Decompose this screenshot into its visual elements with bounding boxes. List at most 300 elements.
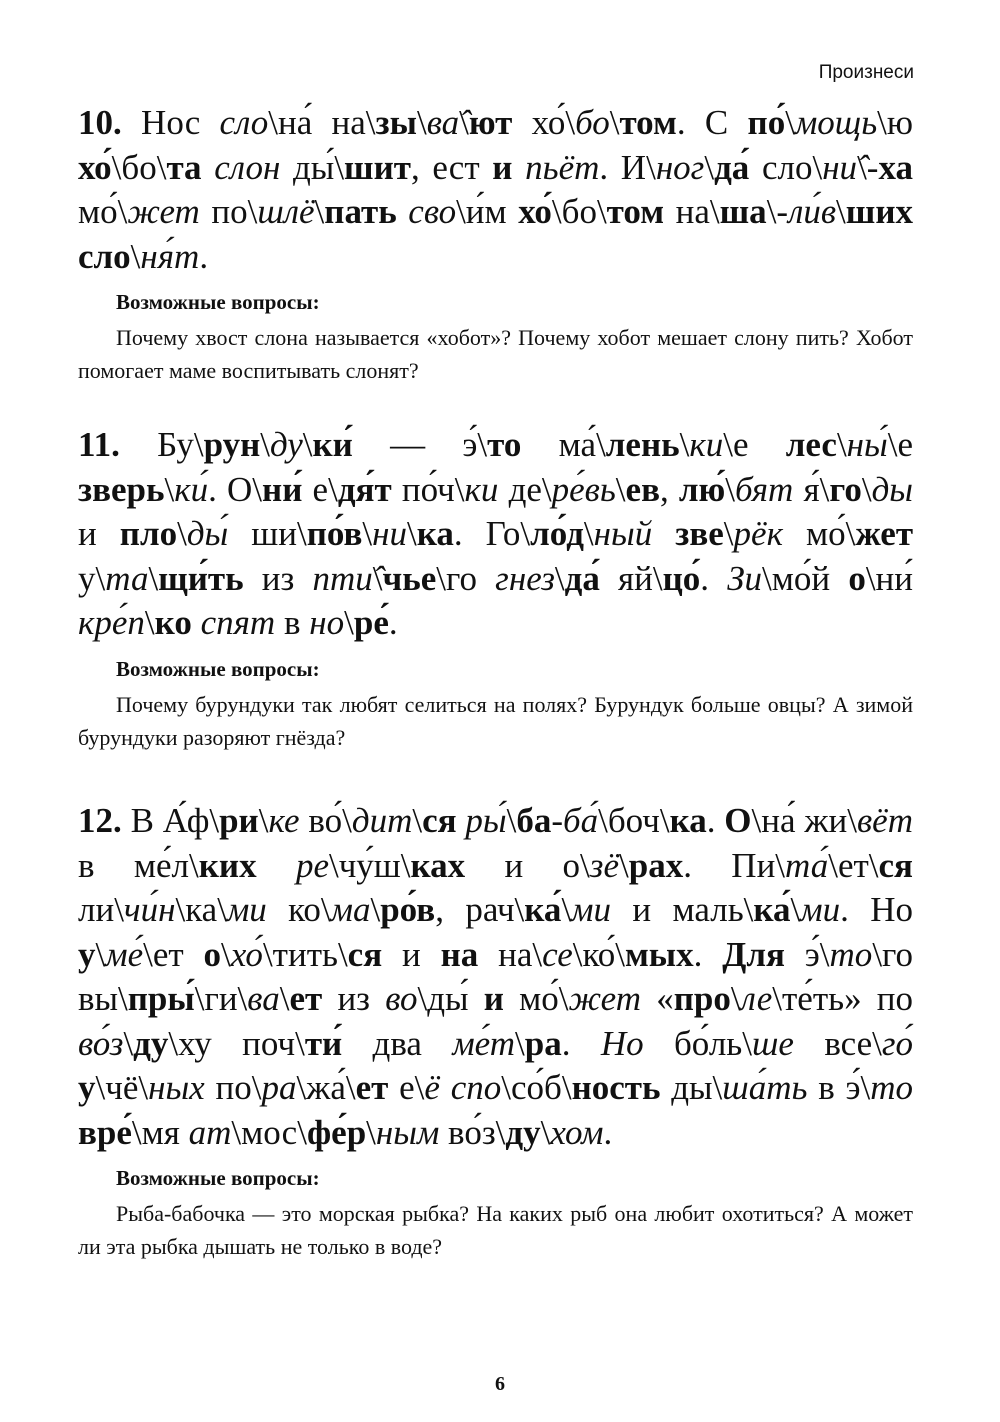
stressed-syllable: та [166, 147, 202, 187]
plain-syllable: бо́ль\ [643, 1023, 752, 1063]
plain-syllable: е\ [302, 469, 338, 509]
plain-syllable: мо́\ [782, 514, 856, 553]
italic-syllable: ды [871, 469, 914, 509]
stressed-syllable: ся [878, 845, 913, 885]
exercise-10 [78, 101, 913, 387]
stressed-syllable: цо́ [662, 558, 701, 598]
stressed-syllable: лю́ [678, 469, 726, 509]
italic-syllable: ни [372, 514, 408, 553]
italic-syllable: се [542, 934, 573, 974]
italic-syllable: ша́ть [722, 1068, 808, 1107]
plain-syllable: \ [506, 801, 517, 840]
italic-syllable: зё [589, 845, 619, 885]
plain-syllable: все\ [793, 1023, 882, 1063]
plain-syllable: , рач\ [435, 890, 525, 929]
stressed-syllable: чье [382, 558, 437, 598]
stressed-syllable: ха [878, 147, 913, 187]
italic-syllable: ки [689, 425, 724, 464]
italic-syllable: во́з [78, 1023, 124, 1063]
stressed-syllable: на [440, 934, 479, 974]
plain-syllable: ши\ [228, 514, 307, 553]
stressed-syllable: ность [571, 1068, 661, 1107]
stressed-syllable: ких [198, 845, 257, 885]
stressed-syllable: ших сло [78, 192, 913, 276]
plain-syllable: \ [123, 1023, 134, 1063]
italic-syllable: ра [261, 1068, 297, 1107]
italic-syllable: дит [351, 801, 413, 840]
italic-syllable: ки [464, 469, 499, 509]
plain-syllable: Бу\ [157, 425, 204, 464]
plain-syllable: « [640, 979, 674, 1018]
italic-syllable: слон [214, 147, 281, 187]
stressed-syllable: вре́ [78, 1112, 132, 1152]
plain-syllable: по\ [199, 192, 258, 231]
italic-syllable: хом [550, 1112, 604, 1152]
plain-syllable: мо́\ [503, 979, 569, 1018]
italic-syllable: сло [219, 103, 269, 142]
plain-syllable: на\ [664, 192, 720, 231]
stressed-syllable: ри [219, 801, 259, 840]
plain-syllable: . О\ [208, 469, 263, 509]
stressed-syllable: и [492, 147, 513, 187]
plain-syllable: . Го\ [453, 514, 531, 553]
exercise-body [78, 801, 913, 1152]
plain-syllable: \ [730, 979, 741, 1018]
exercise-number: 11. [78, 425, 120, 464]
plain-syllable: ко\ [266, 890, 331, 929]
stressed-syllable: хо́ [78, 147, 112, 187]
stressed-syllable: О [724, 801, 752, 840]
plain-syllable: из [337, 979, 386, 1018]
plain-syllable [512, 148, 525, 187]
plain-syllable: во́\ [299, 801, 352, 840]
stressed-syllable: ка́ [753, 890, 791, 929]
italic-syllable: ных [148, 1068, 205, 1107]
plain-syllable: \ [723, 514, 734, 553]
plain-syllable: \ [836, 425, 847, 464]
plain-syllable: — э́\ [352, 425, 488, 464]
plain-syllable [322, 979, 337, 1018]
plain-syllable: \ [370, 890, 381, 929]
plain-syllable: \ [221, 934, 231, 974]
plain-syllable: \ет\ [828, 845, 879, 885]
plain-syllable: \те́ть» по [772, 979, 914, 1018]
stressed-syllable: о [848, 558, 866, 598]
italic-syllable: ре [295, 845, 329, 885]
plain-syllable: во́з\ [439, 1112, 506, 1152]
stressed-syllable: о [203, 934, 222, 974]
plain-syllable: \ [725, 469, 736, 509]
plain-syllable: по\ [215, 1068, 262, 1107]
italic-syllable: ног [655, 147, 705, 187]
italic-syllable: ми [571, 890, 612, 929]
italic-syllable: бо [575, 103, 610, 142]
plain-syllable: . [683, 845, 732, 885]
italic-syllable: ми [800, 890, 841, 929]
plain-syllable [611, 890, 632, 929]
plain-syllable: \ [412, 801, 423, 840]
plain-syllable: \со́б\ [501, 1068, 572, 1107]
stressed-syllable: ках [410, 845, 466, 885]
plain-syllable: \ [609, 103, 620, 142]
plain-syllable: Пи\ [731, 845, 786, 885]
italic-syllable: спо [450, 1068, 502, 1107]
italic-syllable: ный [593, 514, 653, 553]
stressed-syllable: зы [375, 103, 417, 142]
italic-syllable: ва̂ [426, 103, 460, 142]
plain-syllable: \бо\ [111, 147, 167, 187]
italic-syllable: ды́ [186, 514, 229, 553]
stressed-syllable: и [483, 979, 504, 1018]
stressed-syllable: у [78, 1068, 96, 1107]
plain-syllable: \ [836, 192, 846, 231]
plain-syllable: \го вы\ [78, 934, 914, 1018]
questions-text: Рыба-бабочка — это морская рыбка? На каких рыб она любит охотиться? А может ли эта рыбка дышать не только в воде? [78, 1201, 913, 1259]
plain-syllable: поч\ [242, 1023, 305, 1063]
stressed-syllable: ду [505, 1112, 541, 1152]
italic-syllable: то [829, 934, 873, 974]
plain-syllable: \го [436, 558, 496, 598]
plain-syllable: в [275, 603, 310, 642]
stressed-syllable: ду [133, 1023, 169, 1063]
stressed-syllable: ло́д [530, 514, 584, 553]
stressed-syllable: ет [289, 979, 323, 1018]
plain-syllable: на\ [498, 934, 543, 974]
exercise-text [78, 423, 913, 646]
stressed-syllable: ра [524, 1023, 562, 1063]
plain-syllable: \чу́ш\ [328, 845, 411, 885]
plain-syllable: \ [314, 192, 325, 231]
stressed-syllable: то [487, 425, 522, 464]
plain-syllable: \ [164, 469, 175, 509]
stressed-syllable: том [619, 103, 677, 142]
plain-syllable: Нос [141, 103, 220, 142]
stressed-syllable: го [829, 469, 862, 509]
stressed-syllable: ба [516, 801, 552, 840]
plain-syllable: \на́ жи\ [751, 801, 857, 840]
plain-syllable: \ [679, 425, 690, 464]
plain-syllable: . [706, 801, 725, 840]
stressed-syllable: ки́ [312, 425, 353, 464]
italic-syllable: но [309, 603, 345, 642]
italic-syllable: ё [424, 1068, 440, 1107]
plain-syllable [397, 192, 409, 231]
plain-syllable: и о\ [465, 845, 590, 885]
plain-syllable: \ [148, 558, 159, 598]
stressed-syllable: ев [625, 469, 660, 509]
plain-syllable: \и́м [456, 192, 519, 231]
plain-syllable: \ [704, 147, 715, 187]
stressed-syllable: пло [119, 514, 178, 553]
stressed-syllable: да́ [564, 558, 600, 598]
italic-syllable: во [385, 979, 418, 1018]
plain-syllable [202, 148, 215, 187]
plain-syllable: в ме́л\ [78, 845, 199, 885]
plain-syllable: \ [372, 558, 383, 598]
exercise-text [78, 101, 913, 279]
plain-syllable: \е [887, 425, 914, 464]
plain-syllable: ды́\ [280, 147, 345, 187]
plain-syllable: \ху [168, 1023, 243, 1063]
plain-syllable: \на́ на\ [268, 103, 376, 142]
exercise-number: 10. [78, 103, 122, 142]
italic-syllable: хо́ [230, 934, 263, 974]
plain-syllable: \мо́й [762, 558, 849, 598]
plain-syllable: \жа́\ [296, 1068, 356, 1107]
plain-syllable: . И\ [599, 147, 656, 187]
stressed-syllable: фе́р [306, 1112, 367, 1152]
plain-syllable [793, 470, 803, 509]
italic-syllable: ва [247, 979, 280, 1018]
plain-syllable: \ [459, 103, 469, 142]
plain-syllable [478, 935, 498, 974]
stressed-syllable: ни́ [262, 469, 303, 509]
stressed-syllable: по́в [306, 514, 363, 553]
stressed-syllable: у [78, 934, 96, 974]
italic-syllable: сво [408, 192, 457, 231]
italic-syllable: жет [568, 979, 641, 1018]
italic-syllable: пти̂ [312, 558, 373, 598]
stressed-syllable: ка [669, 801, 707, 840]
stressed-syllable: ро́в [380, 890, 436, 929]
plain-syllable [205, 1068, 216, 1107]
plain-syllable: . [603, 1112, 613, 1152]
questions-text: Почему хвост слона называется «хобот»? Почему хобот мешает слону пить? Хобот помогает маме воспитывать слонят? [78, 325, 913, 383]
stressed-syllable: пры́ [127, 979, 195, 1018]
italic-syllable: ми [226, 890, 267, 929]
plain-syllable: по́ч\ [391, 469, 465, 509]
plain-syllable: \ [515, 1023, 525, 1063]
italic-syllable: Но [600, 1023, 644, 1063]
stressed-syllable: хо́ [518, 192, 552, 231]
plain-syllable: ма́\ [521, 425, 606, 464]
italic-syllable: ше [751, 1023, 794, 1063]
plain-syllable: \ [344, 603, 354, 642]
plain-syllable: \ [302, 425, 313, 464]
plain-syllable: . [561, 1023, 601, 1063]
plain-syllable: \ [790, 890, 801, 929]
italic-syllable: кре́п [78, 603, 145, 642]
plain-syllable: и [78, 514, 120, 553]
plain-syllable: \мя [131, 1112, 189, 1152]
plain-syllable: \е [723, 425, 786, 464]
plain-syllable: и [382, 934, 441, 974]
plain-syllable: \ [260, 425, 270, 464]
stressed-syllable: том [606, 192, 665, 231]
plain-syllable: \ [279, 979, 290, 1018]
italic-syllable: ным [375, 1112, 440, 1152]
plain-syllable [652, 514, 675, 553]
plain-syllable: . [199, 236, 209, 276]
plain-syllable: , [659, 469, 679, 509]
stressed-syllable: рах [628, 845, 684, 885]
italic-syllable: ме́ [105, 934, 144, 974]
plain-syllable: . [700, 558, 728, 598]
plain-syllable: \ды́ [417, 979, 484, 1018]
italic-syllable: чи́н [123, 890, 176, 929]
plain-syllable: \ [144, 603, 155, 642]
stressed-syllable: пать [324, 192, 397, 231]
running-head: Произнеси [818, 62, 914, 83]
plain-syllable [257, 846, 296, 885]
italic-syllable: ни̂ [822, 147, 858, 187]
plain-syllable: \ [540, 1112, 551, 1152]
plain-syllable: я́\ [803, 469, 830, 509]
plain-syllable: \ [615, 469, 626, 509]
stressed-syllable: ко [154, 603, 192, 642]
plain-syllable: \ [407, 514, 417, 553]
italic-syllable: мощь [794, 103, 878, 142]
page-number: 6 [495, 1373, 505, 1395]
questions-heading: Возможные вопросы: [116, 656, 320, 681]
plain-syllable: яй\ [618, 558, 663, 598]
plain-syllable [192, 603, 201, 642]
plain-syllable: \боч\ [598, 801, 670, 840]
plain-syllable: . Но [840, 890, 914, 929]
italic-syllable: та́ [785, 845, 829, 885]
plain-syllable [600, 559, 618, 598]
italic-syllable: ду [269, 425, 303, 464]
stressed-syllable: Для [722, 934, 785, 974]
italic-syllable: та [105, 558, 149, 598]
stressed-syllable: лес [785, 425, 837, 464]
italic-syllable: ры́ [465, 801, 507, 840]
stressed-syllable: мых [624, 934, 694, 974]
plain-syllable: \ [861, 469, 872, 509]
plain-syllable: \ [130, 236, 141, 276]
plain-syllable: в э́\ [807, 1068, 871, 1107]
italic-syllable: ле [740, 979, 773, 1018]
exercise-body [78, 425, 913, 642]
plain-syllable: \тить\ [262, 934, 348, 974]
questions-heading: Возможные вопросы: [116, 1166, 320, 1190]
plain-syllable: \ет [143, 934, 204, 974]
italic-syllable: ке [268, 801, 300, 840]
italic-syllable: ли́в [788, 192, 837, 231]
plain-syllable: \ [554, 558, 565, 598]
plain-syllable: \ [561, 890, 572, 929]
exercise-body [78, 103, 913, 276]
exercise-11 [78, 423, 913, 754]
italic-syllable: ме́т [452, 1023, 515, 1063]
stressed-syllable: ка [416, 514, 454, 553]
exercise-12 [78, 799, 913, 1263]
italic-syllable: бят [735, 469, 794, 509]
stressed-syllable: ют [468, 103, 513, 142]
plain-syllable: е\ [388, 1068, 425, 1107]
plain-syllable: \мос\ [231, 1112, 307, 1152]
plain-syllable [440, 1068, 451, 1107]
stressed-syllable: ся [347, 934, 383, 974]
plain-syllable: . С [676, 103, 748, 142]
stressed-syllable: щи́ть [158, 558, 244, 598]
plain-syllable: \бо\ [551, 192, 607, 231]
stressed-syllable: да́ [714, 147, 750, 187]
plain-syllable: мо́\ [78, 192, 128, 231]
stressed-syllable: дя́т [337, 469, 392, 509]
italic-syllable: Зи [727, 558, 763, 598]
stressed-syllable: ша [719, 192, 767, 231]
italic-syllable: ны́ [846, 425, 888, 464]
stressed-syllable: ти́ [304, 1023, 343, 1063]
stressed-syllable: по́ [747, 103, 786, 142]
italic-syllable: то [870, 1068, 914, 1107]
questions-heading: Возможные вопросы: [116, 290, 320, 314]
plain-syllable: \ [366, 1112, 376, 1152]
plain-syllable: ли\ [78, 890, 124, 929]
plain-syllable: \- [766, 192, 789, 231]
plain-syllable: сло\ [749, 147, 823, 187]
italic-syllable: ат [188, 1112, 232, 1152]
plain-syllable: \- [857, 147, 879, 187]
plain-syllable: у\ [78, 558, 106, 598]
italic-syllable: ма [330, 890, 371, 929]
plain-syllable: э́\ [784, 934, 830, 974]
plain-syllable: . [388, 603, 398, 642]
italic-syllable: гнез [495, 558, 555, 598]
plain-syllable: \ [583, 514, 594, 553]
italic-syllable: шлё [257, 192, 315, 231]
italic-syllable: пьёт [525, 147, 600, 187]
stressed-syllable: рун [203, 425, 261, 464]
questions-text: Почему бурундуки так любят селиться на полях? Бурундук больше овцы? А зимой бурундуки разоряют гнёзда? [78, 691, 913, 750]
plain-syllable: , ест [410, 147, 493, 187]
plain-syllable: . [693, 934, 723, 974]
plain-syllable: \ [95, 934, 106, 974]
plain-syllable: \чё\ [95, 1068, 149, 1107]
stressed-syllable: про [673, 979, 731, 1018]
exercise-text [78, 799, 913, 1155]
plain-syllable: \ [785, 103, 795, 142]
stressed-syllable: ре́ [353, 603, 389, 642]
plain-syllable: два [342, 1023, 453, 1063]
plain-syllable: \ [177, 514, 187, 553]
stressed-syllable: жет [855, 514, 914, 553]
stressed-syllable: лень [605, 425, 680, 464]
stressed-syllable: ет [355, 1068, 389, 1107]
plain-syllable: В А́ф\ [130, 801, 220, 840]
stressed-syllable: шит [344, 147, 411, 187]
italic-syllable: жет [127, 192, 200, 231]
exercise-number: 12. [78, 801, 122, 840]
stressed-syllable: ка́ [524, 890, 562, 929]
italic-syllable: ки́ [174, 469, 209, 509]
plain-syllable: \ги\ [194, 979, 248, 1018]
stressed-syllable: зверь [78, 469, 165, 509]
italic-syllable: вёт [856, 801, 913, 840]
italic-syllable: ре́вь [551, 469, 616, 509]
stressed-syllable: ся [422, 801, 457, 840]
italic-syllable: ба́ [563, 801, 599, 840]
plain-syllable: \ [416, 103, 427, 142]
stressed-syllable: зве [675, 514, 724, 553]
plain-syllable: \ко́\ [572, 934, 625, 974]
plain-syllable: из [243, 558, 313, 598]
plain-syllable: \ю [877, 103, 914, 142]
plain-syllable: де\ [498, 469, 552, 509]
plain-syllable: хо́\ [512, 103, 576, 142]
plain-syllable: и маль\ [632, 890, 754, 929]
italic-syllable: го́ [881, 1023, 914, 1063]
italic-syllable: ня́т [140, 236, 200, 276]
plain-syllable: \ [362, 514, 373, 553]
italic-syllable: рёк [733, 514, 783, 553]
plain-syllable: \ [258, 801, 269, 840]
plain-syllable: \ [619, 845, 629, 885]
plain-syllable: - [551, 801, 563, 840]
plain-syllable: \ка\ [175, 890, 227, 929]
plain-syllable: \ни́ [865, 558, 914, 598]
